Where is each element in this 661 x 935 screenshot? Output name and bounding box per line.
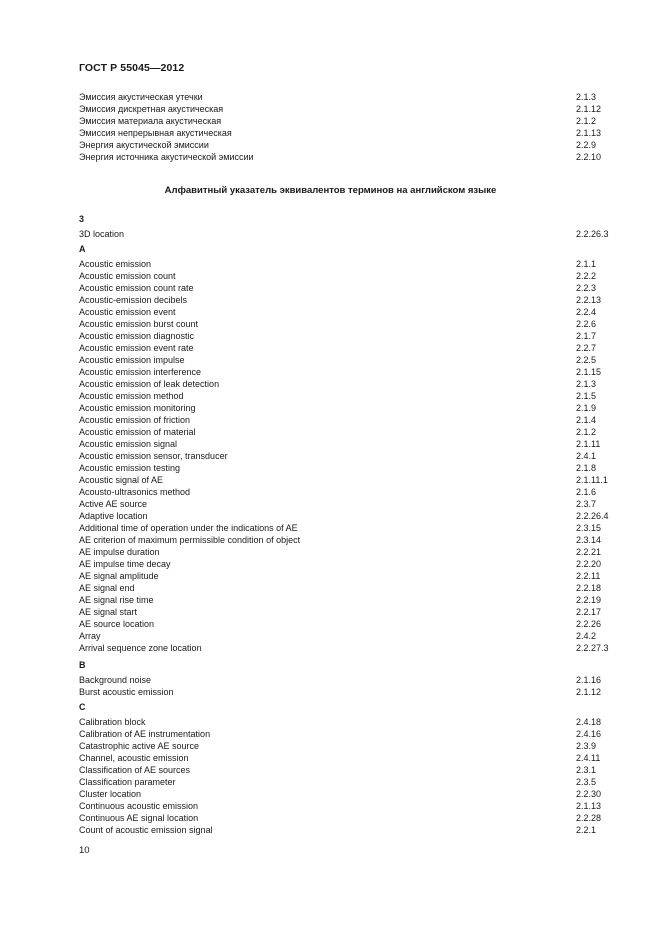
entry-term: Calibration block (79, 717, 146, 727)
entry-term: Acoustic emission (79, 259, 152, 269)
entry-reference: 2.1.11 (576, 439, 601, 449)
entry-term: Count of acoustic emission signal (79, 825, 213, 835)
entry-reference: 2.4.11 (576, 753, 601, 763)
entry-reference: 2.2.18 (576, 583, 602, 593)
index-entry (79, 342, 619, 354)
entry-term: Acoustic emission monitoring (79, 403, 196, 413)
entry-reference: 2.2.30 (576, 789, 602, 799)
entry-reference: 2.1.12 (576, 687, 602, 697)
entry-reference: 2.2.7 (576, 343, 597, 353)
index-entry (79, 474, 619, 486)
index-entry (79, 402, 619, 414)
entry-term: Acoustic emission signal (79, 439, 178, 449)
entry-reference: 2.2.21 (576, 547, 602, 557)
entry-term: 3D location (79, 229, 125, 239)
entry-term: Acoustic emission of material (79, 427, 196, 437)
entry-reference: 2.2.10 (576, 152, 602, 162)
entry-reference: 2.1.15 (576, 367, 602, 377)
index-entry (79, 752, 619, 764)
entry-reference: 2.1.16 (576, 675, 602, 685)
entry-reference: 2.2.3 (576, 283, 597, 293)
entry-reference: 2.1.11.1 (576, 475, 608, 485)
entry-term: Acoustic emission testing (79, 463, 181, 473)
entry-term: Continuous acoustic emission (79, 801, 199, 811)
entry-reference: 2.2.19 (576, 595, 602, 605)
entry-term: Acoustic emission of friction (79, 415, 191, 425)
entry-reference: 2.2.27.3 (576, 643, 609, 653)
entry-reference: 2.3.5 (576, 777, 597, 787)
entry-term: Acoustic emission burst count (79, 319, 199, 329)
index-entry (79, 582, 619, 594)
entry-reference: 2.3.15 (576, 523, 602, 533)
index-entry (79, 594, 619, 606)
index-entry (79, 450, 619, 462)
entry-term: Acoustic emission diagnostic (79, 331, 195, 341)
index-entry (79, 716, 619, 728)
entry-reference: 2.1.9 (576, 403, 597, 413)
entry-reference: 2.1.13 (576, 128, 602, 138)
entry-reference: 2.1.4 (576, 415, 597, 425)
index-entry (79, 686, 619, 698)
entry-term: AE source location (79, 619, 155, 629)
index-entry (79, 414, 619, 426)
index-entry (79, 570, 619, 582)
section-letter: 3 (79, 214, 85, 224)
entry-term: Эмиссия материала акустическая (79, 116, 222, 126)
entry-term: Acoustic emission method (79, 391, 184, 401)
index-entry (79, 366, 619, 378)
entry-reference: 2.2.2 (576, 271, 597, 281)
index-entry (79, 294, 619, 306)
index-entry (79, 546, 619, 558)
entry-term: Acoustic emission event (79, 307, 176, 317)
entry-reference: 2.2.9 (576, 140, 597, 150)
index-entry (79, 426, 619, 438)
index-entry (79, 115, 619, 127)
entry-reference: 2.1.3 (576, 379, 597, 389)
index-entry (79, 498, 619, 510)
entry-reference: 2.2.17 (576, 607, 602, 617)
entry-term: Array (79, 631, 101, 641)
entry-term: Acoustic-emission decibels (79, 295, 188, 305)
entry-reference: 2.4.16 (576, 729, 602, 739)
index-entry (79, 824, 619, 836)
entry-reference: 2.1.7 (576, 331, 597, 341)
entry-term: Энергия акустической эмиссии (79, 140, 209, 150)
entry-term: Active AE source (79, 499, 148, 509)
entry-reference: 2.3.14 (576, 535, 602, 545)
index-entry (79, 139, 619, 151)
section-letter: B (79, 660, 86, 670)
index-entry (79, 642, 619, 654)
entry-term: AE signal start (79, 607, 138, 617)
entry-reference: 2.1.6 (576, 487, 597, 497)
index-entry (79, 378, 619, 390)
entry-reference: 2.2.6 (576, 319, 597, 329)
entry-reference: 2.1.2 (576, 116, 597, 126)
entry-term: Эмиссия акустическая утечки (79, 92, 203, 102)
index-entry (79, 306, 619, 318)
index-entry (79, 486, 619, 498)
document-header: ГОСТ Р 55045—2012 (79, 62, 185, 74)
entry-term: AE signal end (79, 583, 135, 593)
entry-term: AE criterion of maximum permissible condition of object (79, 535, 301, 545)
entry-term: AE signal amplitude (79, 571, 159, 581)
index-entry (79, 674, 619, 686)
index-entry (79, 330, 619, 342)
entry-reference: 2.1.3 (576, 92, 597, 102)
index-entry (79, 390, 619, 402)
entry-reference: 2.3.9 (576, 741, 597, 751)
entry-reference: 2.3.7 (576, 499, 597, 509)
entry-reference: 2.2.20 (576, 559, 602, 569)
entry-term: Acoustic emission count (79, 271, 176, 281)
entry-reference: 2.4.2 (576, 631, 597, 641)
index-entry (79, 462, 619, 474)
entry-term: Additional time of operation under the indications of AE (79, 523, 298, 533)
page-number: 10 (79, 845, 90, 856)
index-entry (79, 522, 619, 534)
index-entry (79, 127, 619, 139)
entry-reference: 2.2.11 (576, 571, 601, 581)
entry-term: Энергия источника акустической эмиссии (79, 152, 254, 162)
entry-term: Continuous AE signal location (79, 813, 199, 823)
entry-term: Acousto-ultrasonics method (79, 487, 191, 497)
entry-term: Acoustic emission count rate (79, 283, 194, 293)
entry-term: Эмиссия непрерывная акустическая (79, 128, 232, 138)
index-entry (79, 318, 619, 330)
index-entry (79, 103, 619, 115)
entry-reference: 2.4.1 (576, 451, 597, 461)
index-entry (79, 282, 619, 294)
entry-term: Channel, acoustic emission (79, 753, 189, 763)
entry-term: Burst acoustic emission (79, 687, 174, 697)
index-entry (79, 258, 619, 270)
entry-reference: 2.2.4 (576, 307, 597, 317)
index-entry (79, 764, 619, 776)
entry-term: Acoustic emission sensor, transducer (79, 451, 228, 461)
entry-term: Background noise (79, 675, 152, 685)
index-entry (79, 618, 619, 630)
entry-reference: 2.2.26 (576, 619, 602, 629)
entry-reference: 2.1.5 (576, 391, 597, 401)
entry-reference: 2.2.5 (576, 355, 597, 365)
index-title: Алфавитный указатель эквивалентов терминов на английском языке (164, 185, 497, 196)
entry-term: Classification of AE sources (79, 765, 191, 775)
entry-term: AE signal rise time (79, 595, 154, 605)
index-entry (79, 606, 619, 618)
entry-reference: 2.2.28 (576, 813, 602, 823)
entry-reference: 2.4.18 (576, 717, 602, 727)
entry-term: Calibration of AE instrumentation (79, 729, 211, 739)
index-entry (79, 534, 619, 546)
index-entry (79, 800, 619, 812)
entry-reference: 2.1.8 (576, 463, 597, 473)
entry-term: Acoustic emission of leak detection (79, 379, 220, 389)
entry-reference: 2.1.1 (576, 259, 597, 269)
entry-term: Adaptive location (79, 511, 148, 521)
entry-reference: 2.3.1 (576, 765, 597, 775)
entry-term: Arrival sequence zone location (79, 643, 202, 653)
entry-reference: 2.2.1 (576, 825, 597, 835)
index-entry (79, 630, 619, 642)
entry-reference: 2.2.26.4 (576, 511, 609, 521)
entry-term: Catastrophic active AE source (79, 741, 200, 751)
index-entry (79, 740, 619, 752)
section-letter: C (79, 702, 86, 712)
entry-reference: 2.2.26.3 (576, 229, 609, 239)
index-entry (79, 151, 619, 163)
entry-term: Эмиссия дискретная акустическая (79, 104, 224, 114)
entry-term: Acoustic emission impulse (79, 355, 185, 365)
index-entry (79, 91, 619, 103)
index-entry (79, 354, 619, 366)
index-entry (79, 270, 619, 282)
index-entry (79, 438, 619, 450)
index-entry (79, 228, 619, 240)
entry-term: AE impulse time decay (79, 559, 171, 569)
section-letter: A (79, 244, 86, 254)
entry-reference: 2.1.12 (576, 104, 602, 114)
entry-reference: 2.1.13 (576, 801, 602, 811)
index-entry (79, 728, 619, 740)
entry-term: AE impulse duration (79, 547, 160, 557)
entry-term: Acoustic emission event rate (79, 343, 194, 353)
entry-term: Acoustic signal of AE (79, 475, 164, 485)
index-entry (79, 558, 619, 570)
entry-reference: 2.2.13 (576, 295, 602, 305)
entry-term: Acoustic emission interference (79, 367, 202, 377)
index-entry (79, 788, 619, 800)
entry-term: Cluster location (79, 789, 142, 799)
index-entry (79, 812, 619, 824)
index-entry (79, 776, 619, 788)
index-entry (79, 510, 619, 522)
entry-reference: 2.1.2 (576, 427, 597, 437)
entry-term: Classification parameter (79, 777, 176, 787)
